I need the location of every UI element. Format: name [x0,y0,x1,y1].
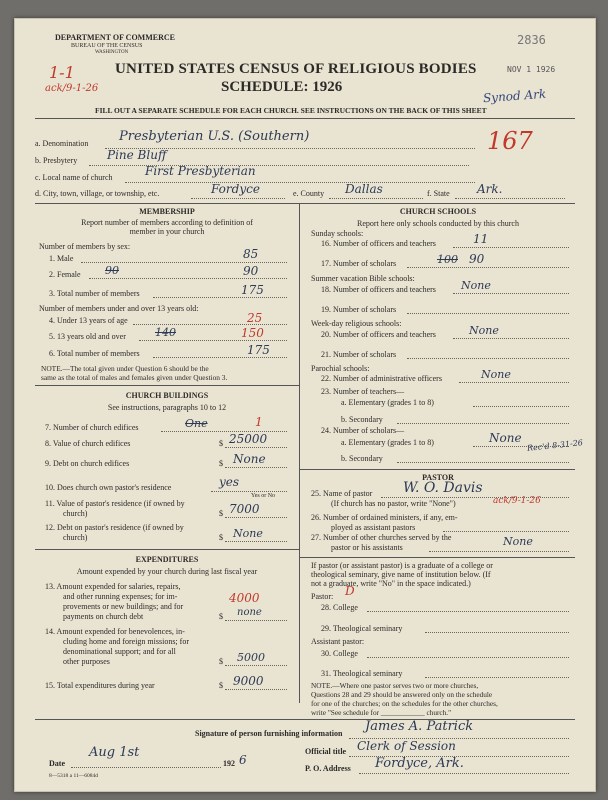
denomination-value: Presbyterian U.S. (Southern) [119,129,310,144]
q15-value: 9000 [233,674,264,688]
q13-line [225,620,287,621]
q11-line [225,517,287,518]
graduate-instructions: If pastor (or assistant pastor) is a graduate of a college or [311,561,493,570]
q17-value: 90 [469,252,485,266]
pastor-label: Pastor: [311,592,334,601]
assistant-pastor-label: Assistant pastor: [311,637,365,646]
q15-dollar: $ [219,681,223,690]
q14-label-4: other purposes [63,657,110,666]
q25-value: W. O. Davis [403,480,483,496]
q10-line [211,491,287,492]
q12-dollar: $ [219,533,223,542]
q23a-line [473,406,569,407]
expenditures-subheading: Amount expended by your church during last fiscal year [76,567,258,576]
q10-label: 10. Does church own pastor's residence [45,483,172,492]
q8-label: 8. Value of church edifices [45,439,131,448]
official-title-label: Official title [305,747,347,756]
q31-line [425,677,569,678]
q6-line [153,357,287,358]
q17-line [407,267,569,268]
schools-subheading: Report here only schools conducted by this church [357,219,519,228]
divider [35,719,575,720]
state-value: Ark. [477,182,503,196]
q24b-line [397,462,569,463]
membership-subheading-2: member in your church [129,227,205,236]
county-line [329,198,423,199]
handwritten-synod: Synod Ark [482,86,547,106]
divider [299,557,575,558]
q27-label: 27. Number of other churches served by the [311,533,452,542]
divider [35,385,299,386]
q17-struck-value: 100 [437,253,458,266]
q23b-label: b. Secondary [341,415,383,424]
divider [299,469,575,470]
form-subtitle: SCHEDULE: 1926 [221,79,343,95]
q13-label-2: and other running expenses; for im- [63,592,178,601]
instructions-line: FILL OUT A SEPARATE SCHEDULE FOR EACH CHURCH. SEE INSTRUCTIONS ON THE BACK OF THIS SHEET [95,106,487,115]
buildings-subheading: See instructions, paragraphs 10 to 12 [107,403,227,412]
census-schedule-page [14,18,596,792]
age-group-label: Number of members under and over 13 years old: [39,304,199,313]
buildings-heading: CHURCH BUILDINGS [125,391,209,400]
q2-value: 90 [243,264,259,278]
q31-label: 31. Theological seminary [321,669,403,678]
q1-line [81,262,287,263]
department-label: DEPARTMENT OF COMMERCE [55,33,176,42]
q24a-value: None [489,431,522,445]
county-value: Dallas [345,182,383,196]
q15-label: 15. Total expenditures during year [45,681,155,690]
form-number: 8—5318 a 11—6084d [49,773,98,779]
summer-schools-label: Summer vacation Bible schools: [311,274,415,283]
q23-label: 23. Number of teachers— [321,387,405,396]
church-name-value: First Presbyterian [145,164,256,178]
q14-label-2: cluding home and foreign missions; for [63,637,189,646]
q7-struck-value: One [185,417,208,430]
q28-label: 28. College [321,603,358,612]
q7-label: 7. Number of church edifices [45,423,139,432]
q13-extra-value: none [237,607,262,618]
q19-label: 19. Number of scholars [321,305,397,314]
q14-label: 14. Amount expended for benevolences, in- [45,627,185,636]
q3-value: 175 [241,283,264,297]
q11-dollar: $ [219,509,223,518]
q21-label: 21. Number of scholars [321,350,397,359]
denomination-code: 167 [487,127,533,155]
q25-label: 25. Name of pastor [311,489,373,498]
year-prefix: 192 [223,759,235,768]
q9-value: None [233,452,266,466]
pastor-note-2: Questions 28 and 29 should be answered only on the schedule [311,690,493,699]
q14-line [225,665,287,666]
q14-label-3: denominational support; and for all [63,647,176,656]
divider [35,203,575,204]
q16-label: 16. Number of officers and teachers [321,239,436,248]
members-by-sex-label: Number of members by sex: [39,242,131,251]
signature-label: Signature of person furnishing information [195,729,343,738]
denomination-label: a. Denomination [35,139,89,148]
q23b-line [397,423,569,424]
date-value: Aug 1st [89,745,140,760]
divider [35,118,575,119]
q16-value: 11 [473,232,489,246]
q3-label: 3. Total number of members [49,289,140,298]
q20-label: 20. Number of officers and teachers [321,330,436,339]
q7-line [161,431,287,432]
membership-subheading: Report number of members according to definition of [81,218,253,227]
pastor-mark: D [345,584,355,598]
q20-value: None [469,324,499,337]
q24b-label: b. Secondary [341,454,383,463]
weekday-schools-label: Week-day religious schools: [311,319,402,328]
q25-ack: ack/9-1-26 [493,496,541,506]
q29-label: 29. Theological seminary [321,624,403,633]
q1-label: 1. Male [49,254,74,263]
q9-dollar: $ [219,459,223,468]
q4-value: 25 [247,311,263,325]
q12-label: 12. Debt on pastor's residence (if owned by [45,523,184,532]
date-label: Date [49,759,65,768]
q8-value: 25000 [229,432,268,446]
q18-value: None [461,279,491,292]
received-note: Rec'd 8-31-26 [526,438,584,453]
expenditures-heading: EXPENDITURES [135,555,199,564]
q14-value: 5000 [237,651,265,664]
q2-label: 2. Female [49,270,81,279]
q2-line [89,278,287,279]
q26-label: 26. Number of ordained ministers, if any, em- [311,513,458,522]
yes-no-hint: Yes or No [251,493,276,499]
county-label: e. County [293,189,325,198]
q29-line [425,632,569,633]
city-label: WASHINGTON [95,50,129,55]
column-divider [299,203,300,703]
presbytery-label: b. Presbytery [35,156,78,165]
presbytery-value: Pine Bluff [107,148,167,162]
q5-struck-value: 140 [155,326,176,339]
q9-label: 9. Debt on church edifices [45,459,130,468]
pastor-note-3: for one of the churches; on the schedules for the other churches, [311,699,498,708]
q13-value: 4000 [229,591,260,605]
q12-value: None [233,527,263,540]
handwritten-code: 1-1 [49,63,75,82]
q7-value: 1 [255,415,263,429]
q4-label: 4. Under 13 years of age [49,316,128,325]
handwritten-ack: ack/9-1-26 [45,83,99,94]
membership-note: NOTE.—The total given under Question 6 should be the [41,364,209,373]
q13-label-3: provements or new buildings; and for [63,602,184,611]
state-line [455,198,565,199]
q26-line [443,531,569,532]
parochial-schools-label: Parochial schools: [311,364,370,373]
q18-label: 18. Number of officers and teachers [321,285,436,294]
q30-label: 30. College [321,649,358,658]
po-address-label: P. O. Address [305,764,351,773]
q30-line [367,657,569,658]
q11-label: 11. Value of pastor's residence (if owned by [45,499,185,508]
graduate-instructions-3: not a graduate, write "No" in the space indicated.) [311,579,471,588]
q25-note: (If church has no pastor, write "None") [331,499,456,508]
date-line [71,767,221,768]
q24a-label: a. Elementary (grades 1 to 8) [341,438,434,447]
state-label: f. State [427,189,450,198]
q9-line [225,467,287,468]
schools-heading: CHURCH SCHOOLS [399,207,477,216]
sunday-schools-label: Sunday schools: [311,229,364,238]
pastor-note: NOTE.—Where one pastor serves two or more churches, [311,681,479,690]
stamp-number: 2836 [517,33,546,47]
q17-label: 17. Number of scholars [321,259,397,268]
q21-line [407,358,569,359]
q10-value: yes [219,475,240,489]
city-label-field: d. City, town, village, or township, etc. [35,189,160,198]
q26-label-2: ployed as assistant pastors [331,523,416,532]
q8-line [225,447,287,448]
q27-label-2: pastor or his assistants [331,543,403,552]
official-title-value: Clerk of Session [357,739,456,753]
q22-line [459,382,569,383]
q13-label-4: payments on church debt [63,612,144,621]
q19-line [407,313,569,314]
q13-dollar: $ [219,612,223,621]
city-line [191,198,285,199]
q28-line [367,611,569,612]
city-value: Fordyce [211,182,260,196]
q11-value: 7000 [229,502,260,516]
pastor-note-4: write "See schedule for ____________ church." [311,708,452,717]
pastor-heading: PASTOR [422,473,454,482]
membership-heading: MEMBERSHIP [139,207,195,216]
q20-line [453,338,569,339]
q4-line [133,324,287,325]
po-address-value: Fordyce, Ark. [375,756,464,771]
q27-value: None [503,535,533,548]
q1-value: 85 [243,247,259,261]
q12-line [225,541,287,542]
divider [35,549,299,550]
q22-label: 22. Number of administrative officers [321,374,442,383]
q22-value: None [481,368,511,381]
q18-line [453,293,569,294]
q13-label: 13. Amount expended for salaries, repairs, [45,582,181,591]
year-value: 6 [239,753,247,767]
q12-label-2: church) [63,533,88,542]
q16-line [453,247,569,248]
bureau-label: BUREAU OF THE CENSUS [71,43,143,49]
q2-struck-value: 90 [105,264,119,277]
church-name-line [125,182,475,183]
po-address-line [359,773,569,774]
stamp-date: NOV 1 1926 [507,65,556,74]
q23a-label: a. Elementary (grades 1 to 8) [341,398,434,407]
q5-line [139,340,287,341]
q5-value: 150 [241,326,264,340]
q14-dollar: $ [219,657,223,666]
q27-line [429,551,569,552]
q3-line [153,297,287,298]
signature-value: James A. Patrick [365,719,474,734]
form-title: UNITED STATES CENSUS OF RELIGIOUS BODIES [115,61,477,77]
q6-value: 175 [247,343,270,357]
church-name-label: c. Local name of church [35,173,113,182]
q24-label: 24. Number of scholars— [321,426,405,435]
q15-line [225,689,287,690]
q8-dollar: $ [219,439,223,448]
q11-label-2: church) [63,509,88,518]
q5-label: 5. 13 years old and over [49,332,126,341]
graduate-instructions-2: theological seminary, give name of institution below. (If [311,570,491,579]
q6-label: 6. Total number of members [49,349,140,358]
membership-note-2: same as the total of males and females given under Question 3. [41,373,228,382]
